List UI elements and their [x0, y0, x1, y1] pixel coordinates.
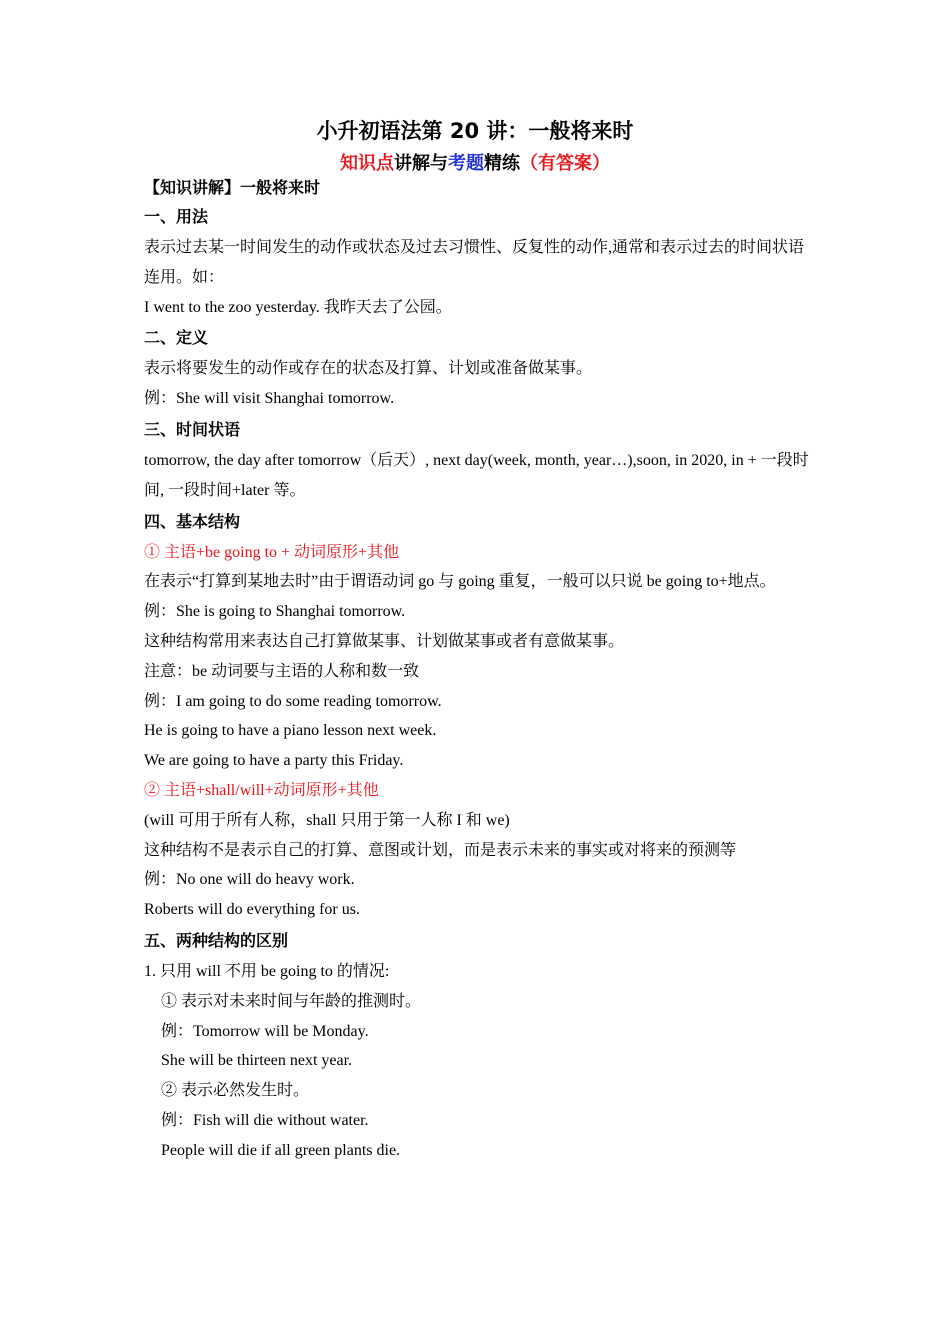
- example-shanghai: 例：She is going to Shanghai tomorrow.: [144, 603, 406, 621]
- example-party: We are going to have a party this Friday.: [144, 752, 404, 770]
- definition-example: 例：She will visit Shanghai tomorrow.: [144, 390, 395, 408]
- time-adverbials-text: tomorrow, the day after tomorrow（后天）, next day(week, month, year…),soon, in 2020, in + 一段时间, 一段时间+later 等。: [144, 451, 809, 499]
- example-thirteen: She will be thirteen next year.: [161, 1052, 353, 1070]
- example-fish: 例：Fish will die without water.: [161, 1111, 369, 1129]
- difference-item-1: 1. 只用 will 不用 be going to 的情况:: [144, 962, 390, 980]
- definition-text: 表示将要发生的动作或存在的状态及打算、计划或准备做某事。: [144, 360, 593, 378]
- example-reading: 例：I am going to do some reading tomorrow.: [144, 692, 442, 710]
- heading-time-adverbials: 三、时间状语: [144, 419, 241, 439]
- heading-usage: 一、用法: [144, 207, 209, 226]
- example-plants: People will die if all green plants die.: [161, 1141, 401, 1159]
- attention-note: 注意：be 动词要与主语的人称和数一致: [144, 662, 420, 680]
- usage-plan: 这种结构常用来表达自己打算做某事、计划做某事或者有意做某事。: [144, 632, 625, 650]
- usage-example: I went to the zoo yesterday. 我昨天去了公园。: [144, 298, 452, 316]
- heading-basic-structure: 四、基本结构: [144, 511, 241, 531]
- example-piano: He is going to have a piano lesson next week.: [144, 722, 437, 740]
- example-roberts: Roberts will do everything for us.: [144, 901, 360, 919]
- difference-sub-1: ① 表示对未来时间与年龄的推测时。: [161, 992, 422, 1010]
- example-monday: 例：Tomorrow will be Monday.: [161, 1022, 369, 1040]
- usage-text: 表示过去某一时间发生的动作或状态及过去习惯性、反复性的动作,通常和表示过去的时间状语连用。如：: [144, 239, 805, 286]
- difference-sub-2: ② 表示必然发生时。: [161, 1082, 310, 1100]
- subtitle-practice: 精练: [484, 153, 520, 174]
- subtitle-exam: 考题: [448, 153, 484, 174]
- heading-differences: 五、两种结构的区别: [144, 930, 289, 950]
- structure-be-going-to: ① 主语+be going to + 动词原形+其他: [144, 543, 400, 561]
- structure-note-go: 在表示“打算到某地去时”由于谓语动词 go 与 going 重复，一般可以只说 be going to+地点。: [144, 573, 776, 591]
- structure-shall-will: ② 主语+shall/will+动词原形+其他: [144, 781, 379, 799]
- section-header: 【知识讲解】一般将来时: [144, 178, 321, 197]
- example-heavy-work: 例：No one will do heavy work.: [144, 871, 355, 889]
- usage-prediction: 这种结构不是表示自己的打算、意图或计划，而是表示未来的事实或对将来的预测等: [144, 841, 737, 859]
- page-title: 小升初语法第 20 讲：一般将来时: [316, 119, 634, 143]
- heading-definition: 二、定义: [144, 328, 209, 348]
- document-body: [144, 175, 814, 1166]
- subtitle-answers: （有答案）: [520, 153, 610, 174]
- structure-note-will: (will 可用于所有人称，shall 只用于第一人称 I 和 we): [144, 811, 510, 829]
- subtitle-knowledge: 知识点: [340, 153, 394, 174]
- subtitle-explain: 讲解与: [394, 153, 448, 174]
